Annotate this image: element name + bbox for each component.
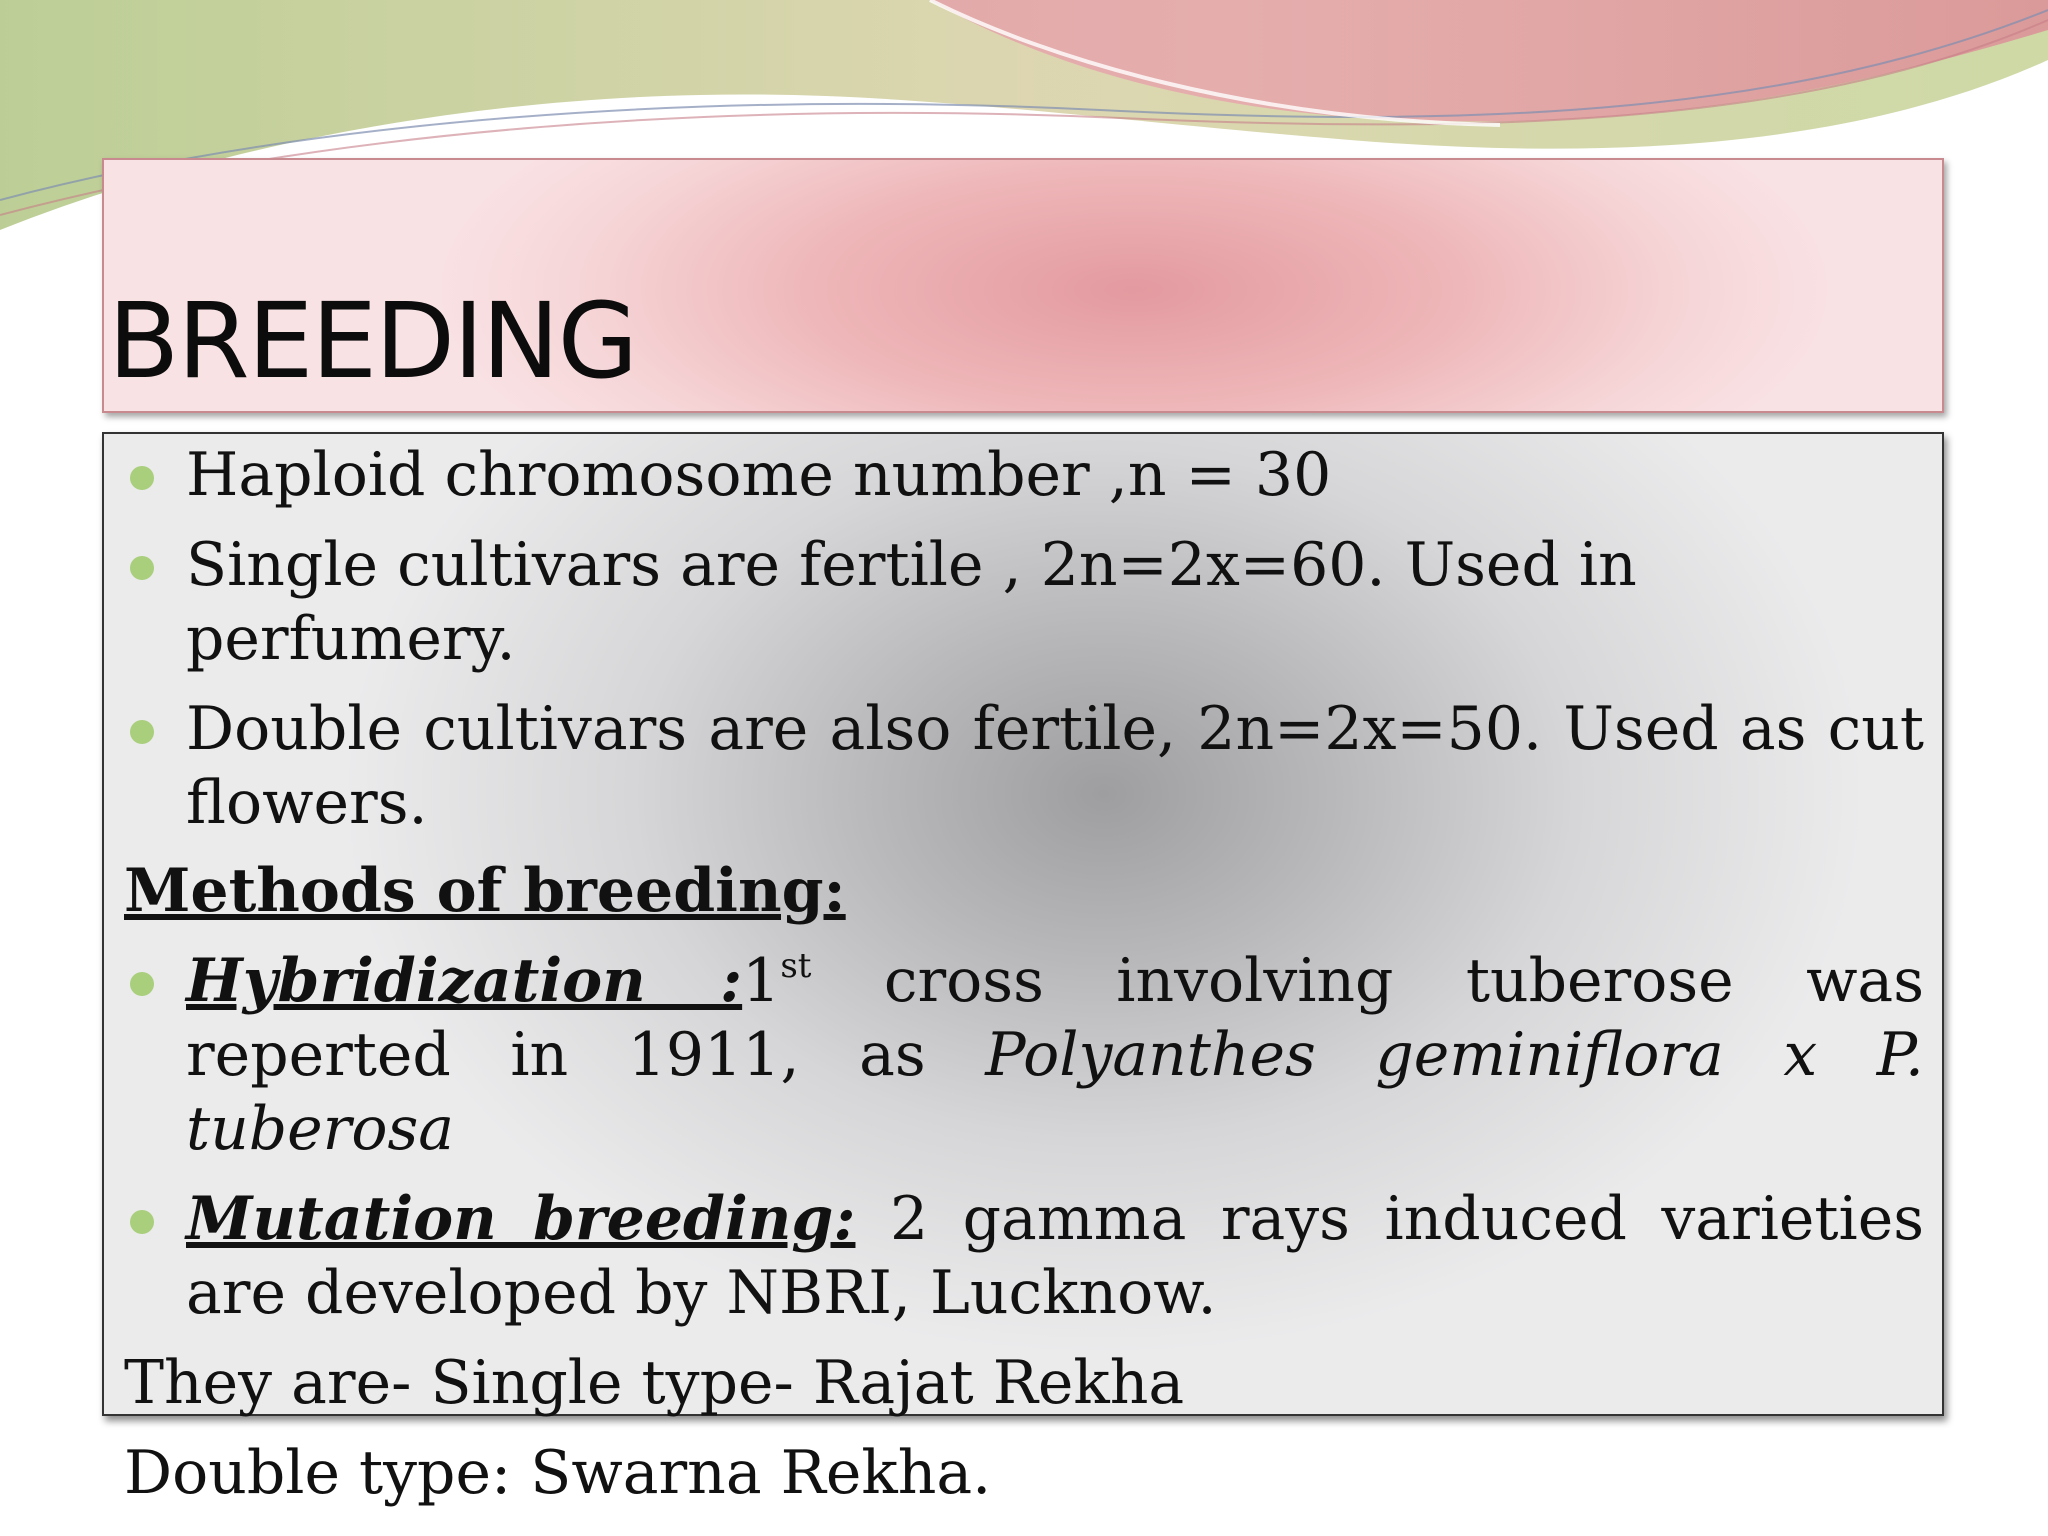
mutation-text: 2 gamma rays induced varieties are developed by NBRI, Lucknow.	[186, 1184, 1924, 1328]
mutation-term: Mutation breeding:	[186, 1184, 856, 1254]
bullet-dot-icon	[130, 556, 154, 580]
species-name: Polyanthes geminiflora x P. tuberosa	[186, 1020, 1925, 1164]
bullet-text: Double cultivars are also fertile, 2n=2x=50. Used as cut flowers.	[186, 694, 1924, 838]
content-panel	[102, 432, 1944, 1508]
bullet-double-cultivars	[124, 692, 1924, 840]
hybridization-term: Hybridization :	[186, 946, 743, 1016]
bullet-mutation	[124, 1182, 1924, 1330]
bullet-dot-icon	[130, 1210, 154, 1234]
bullet-dot-icon	[130, 972, 154, 996]
bullet-text: Haploid chromosome number ,n = 30	[186, 440, 1332, 510]
title-band	[102, 158, 1944, 413]
bullet-text: Single cultivars are fertile , 2n=2x=60. Used in perfumery.	[186, 530, 1637, 674]
bullet-single-cultivars	[124, 528, 1924, 676]
bullet-dot-icon	[130, 720, 154, 744]
ordinal-suffix: st	[780, 946, 812, 986]
ordinal-number: 1	[742, 946, 781, 1016]
single-type-line: They are- Single type- Rajat Rekha	[124, 1348, 1185, 1418]
double-type-line: Double type: Swarna Rekha.	[124, 1438, 992, 1508]
methods-heading: Methods of breeding:	[124, 856, 846, 926]
slide-title: BREEDING	[108, 280, 637, 402]
bullet-haploid	[124, 438, 1924, 512]
bullet-dot-icon	[130, 466, 154, 490]
hybridization-text: cross involving tuberose was reperted in 1911, as	[186, 946, 1924, 1090]
bullet-hybridization	[124, 944, 1924, 1166]
